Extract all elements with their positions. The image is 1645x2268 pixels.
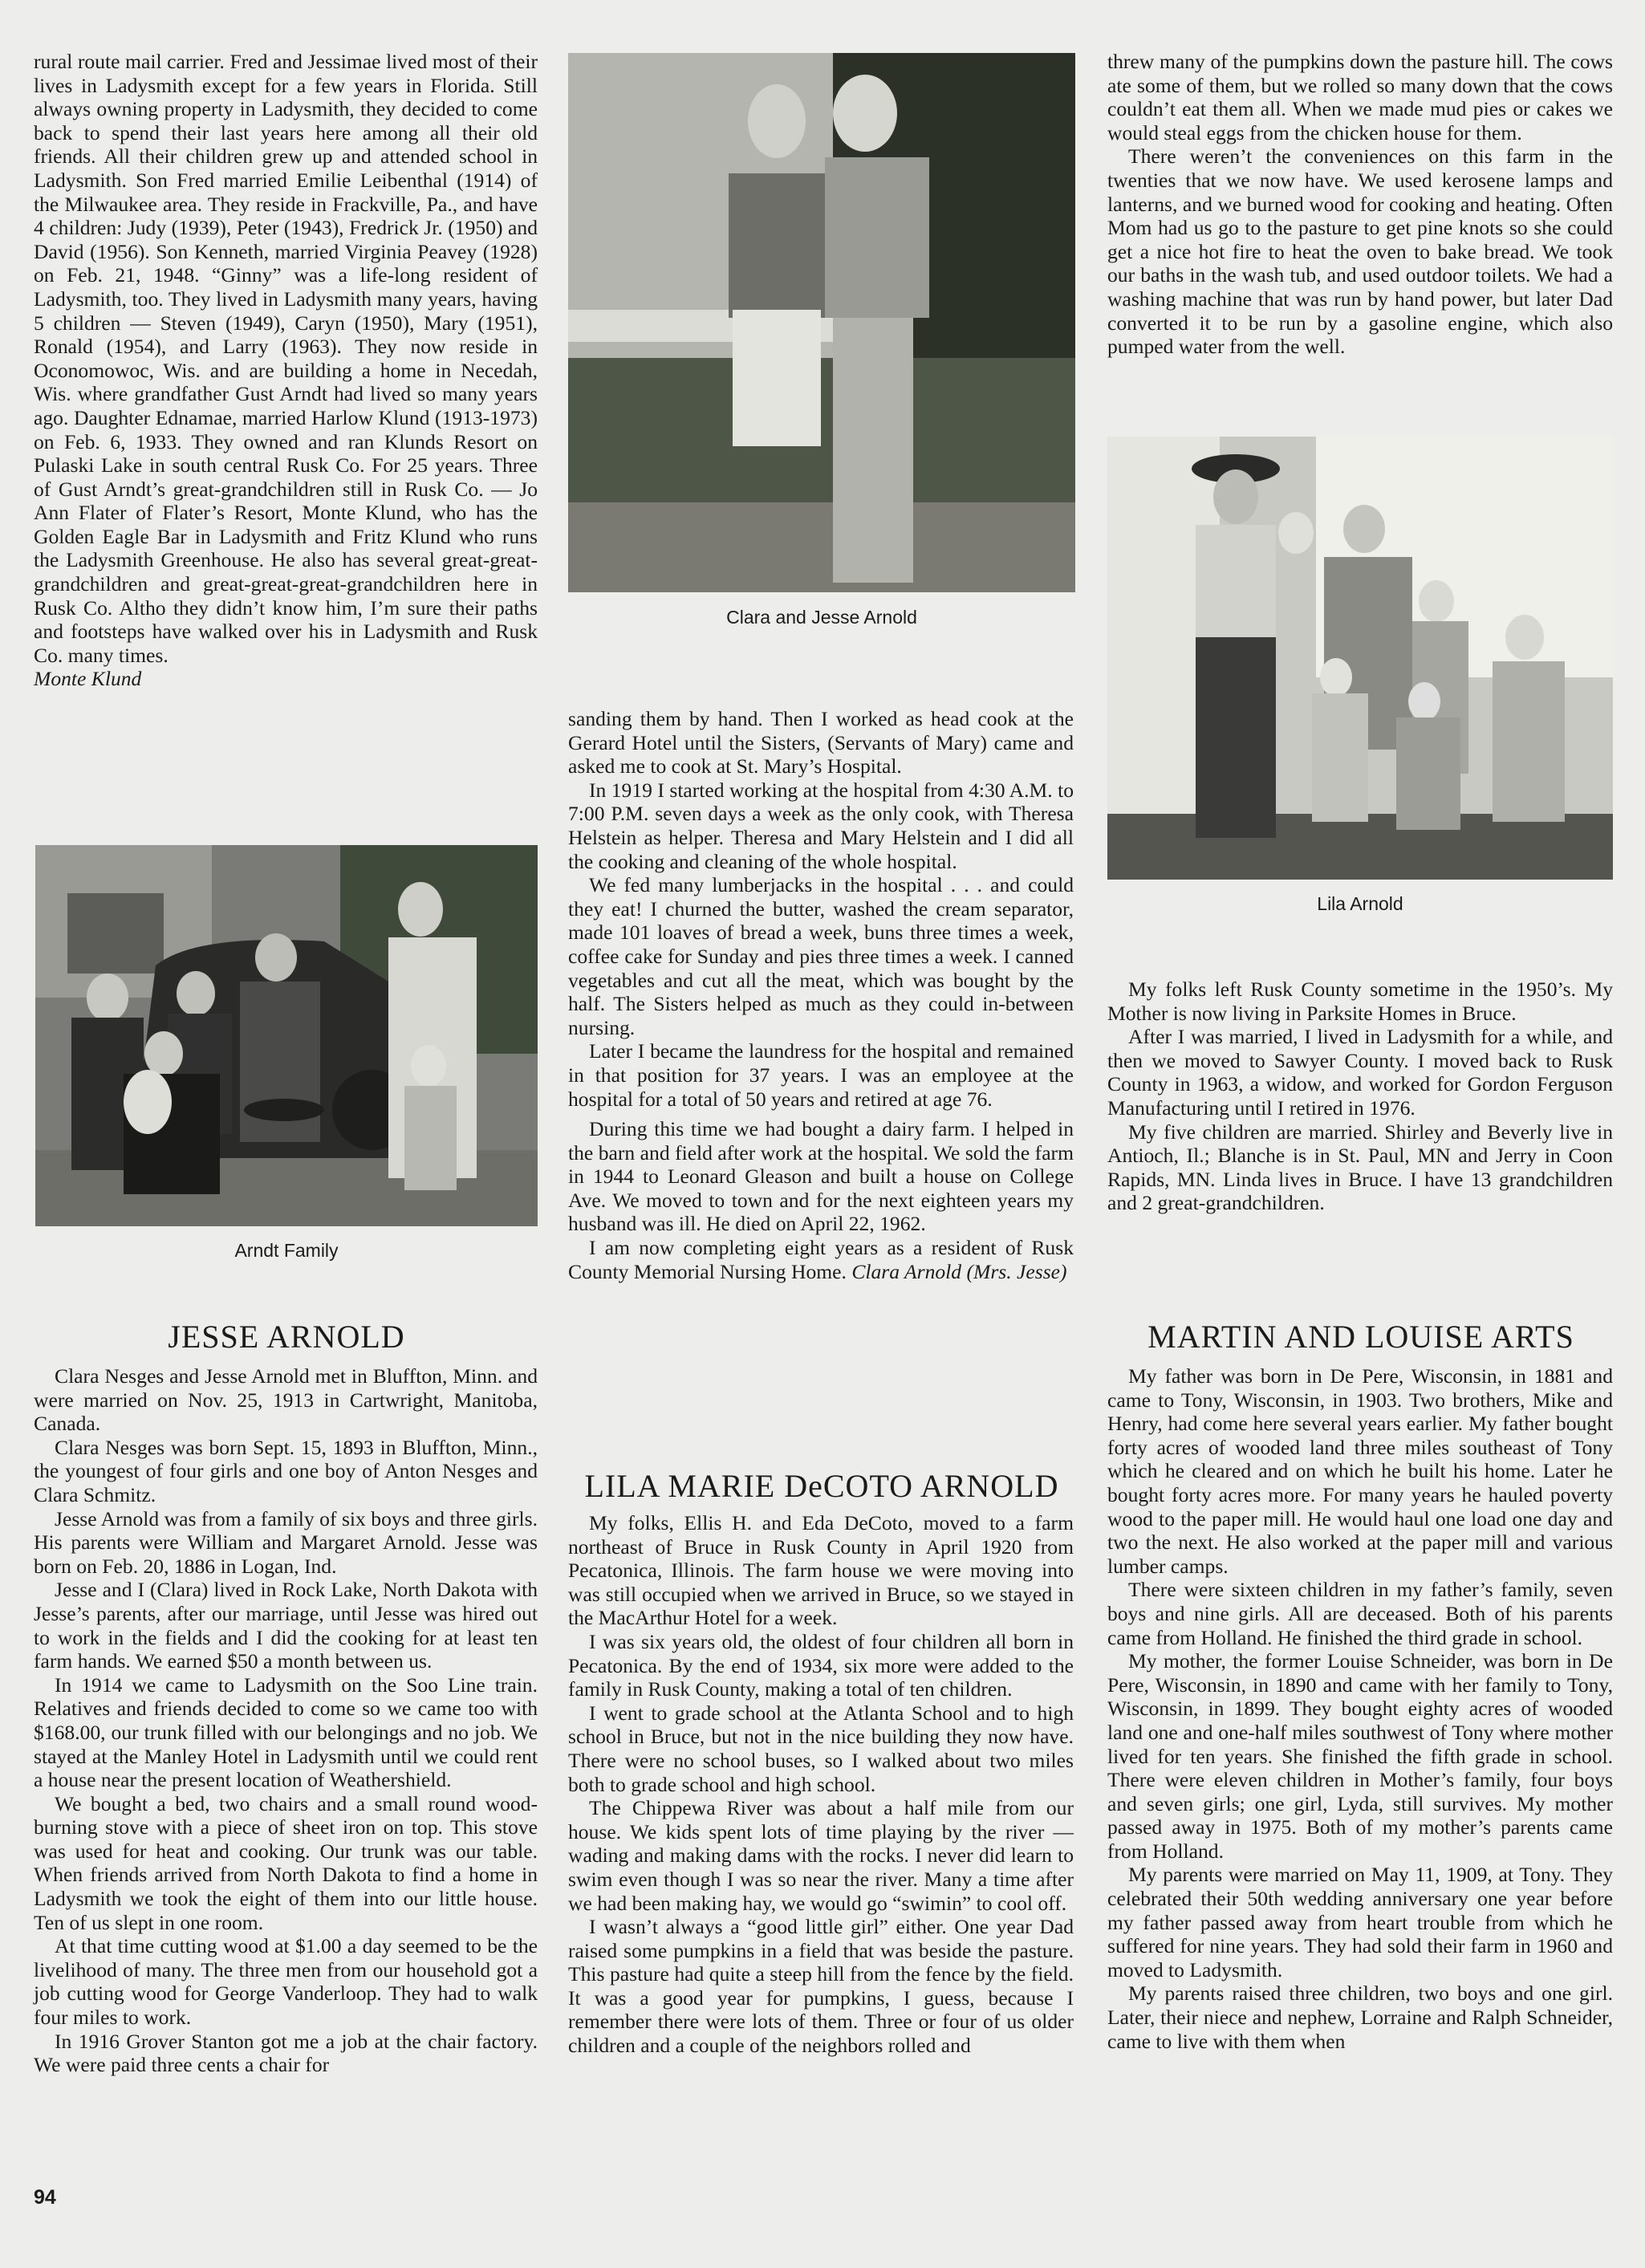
heading-lila-arnold: LILA MARIE DeCOTO ARNOLD [584,1468,1059,1504]
heading-martin-louise-arts: MARTIN AND LOUISE ARTS [1147,1319,1574,1355]
paragraph: Later I became the laundress for the hospital and remained in that position for 37 years. I was an employee at the hospital for a total of 50 years and retired at age 76. [568,1039,1074,1111]
lila-arnold-col3 [1107,50,1613,416]
jesse-arnold-col1 [34,1364,538,2077]
arndt-family-photo [35,845,538,1226]
paragraph: My parents were married on May 11, 1909, at Tony. They celebrated their 50th wedding anniversary one year before my father passed away from heart trouble from which he suffered for nine years. They had sold their farm in 1960 and moved to Ladysmith. [1107,1863,1613,1981]
paragraph: My mother, the former Louise Schneider, was born in De Pere, Wisconsin, in 1890 and came with her family to Tony, Wisconsin, in 1899. They bought eighty acres of wooded land one and one-half miles southwest of Tony where mother lived for ten years. She finished the fifth grade in school. There were eleven children in Mother’s family, four boys and seven girls; one girl, Lyda, still survives. My mother passed away in 1975. Both of my mother’s parents came from Holland. [1107,1649,1613,1863]
paragraph: We bought a bed, two chairs and a small round wood-burning stove with a piece of sheet iron on top. This stove was used for heat and cooking. Our trunk was our table. When friends arrived from North Dakota to find a home in Ladysmith we took the eight of them into our little house. Ten of us slept in one room. [34,1791,538,1934]
page-number: 94 [34,2186,56,2209]
paragraph: My father was born in De Pere, Wisconsin, in 1881 and came to Tony, Wisconsin, in 1903. Two brothers, Mike and Henry, had come here several years earlier. My father bought forty acres of wooded land three miles southeast of Tony which he cleared and on which he built his home. Later he bought forty acres more. For many years he hauled poverty wood to the paper mill. He would haul one load one day and two the next. He also worked at the paper mill and various lumber camps. [1107,1364,1613,1578]
paragraph: Jesse Arnold was from a family of six boys and three girls. His parents were William and Margaret Arnold. Jesse was born on Feb. 20, 1886 in Logan, Ind. [34,1506,538,1578]
paragraph: We fed many lumberjacks in the hospital . . . and could they eat! I churned the butter, washed the cream separator, made 101 loaves of bread a week, buns three times a week, coffee cake for Sunday and pies three times a week. I canned vegetables and cut all the meat, which was bought by the half. The Sisters helped as much as they could in-between nursing. [568,873,1074,1039]
paragraph: During this time we had bought a dairy farm. I helped in the barn and field after work at the hospital. We sold the farm in 1944 to Leonard Gleason and built a house on College Ave. We moved to town and for the next eighteen years my husband was ill. He died on April 22, 1962. [568,1117,1074,1236]
caption-arndt-family: Arndt Family [234,1240,339,1261]
paragraph: My folks left Rusk County sometime in the 1950’s. My Mother is now living in Parksite Homes in Bruce. [1107,978,1613,1025]
paragraph: There were sixteen children in my father’s family, seven boys and nine girls. All are deceased. Both of his parents came from Holland. He finished the third grade in school. [1107,1578,1613,1649]
caption-lila-arnold: Lila Arnold [1317,893,1403,914]
caption-clara-jesse: Clara and Jesse Arnold [726,607,917,628]
paragraph: In 1916 Grover Stanton got me a job at the chair factory. We were paid three cents a chair for [34,2029,538,2077]
paragraph: threw many of the pumpkins down the pasture hill. The cows ate some of them, but we rolled so many down that the cows couldn’t eat them all. When we made mud pies or cakes we would steal eggs from the chicken house for them. [1107,50,1613,144]
paragraph: I wasn’t always a “good little girl” either. One year Dad raised some pumpkins in a field that was beside the pasture. This pasture had quite a steep hill from the fence by the field. It was a good year for pumpkins, I guess, because I remember there were lots of them. Three or four of us older children and a couple of the neighbors rolled and [568,1915,1074,2058]
clara-jesse-photo [568,53,1075,592]
lila-arnold-col2 [568,1511,1074,2058]
paragraph: rural route mail carrier. Fred and Jessimae lived most of their lives in Ladysmith except for a few years in Florida. Still always owning property in Ladysmith, they decided to come back to spend their last years here among all their old friends. All their children grew up and attended school in Ladysmith. Son Fred married Emilie Leibenthal (1914) of the Milwaukee area. They reside in Frackville, Pa., and have 4 children: Judy (1939), Peter (1943), Fredrick Jr. (1950) and David (1956). Son Kenneth, married Virginia Peavey (1928) on Feb. 21, 1948. “Ginny” was a life-long resident of Ladysmith, too. They lived in Ladysmith many years, having 5 children — Steven (1949), Caryn (1950), Mary (1951), Ronald (1954), and Larry (1963). They now reside in Oconomowoc, Wis. and are building a home in Necedah, Wis. where grandfather Gust Arndt had lived so many years ago. Daughter Ednamae, married Harlow Klund (1913-1973) on Feb. 6, 1933. They owned and ran Klunds Resort on Pulaski Lake in south central Rusk Co. For 25 years. Three of Gust Arndt’s great-grandchildren still in Rusk Co. — Jo Ann Flater of Flater’s Resort, Monte Klund, who has the Golden Eagle Bar in Ladysmith and Fritz Klund who runs the Ladysmith Greenhouse. He also has several great-great-grandchildren and great-great-great-grandchildren here in Rusk Co. Altho they didn’t know him, I’m sure their paths and footsteps have walked over his in Ladysmith and Rusk Co. many times. [34,50,538,667]
paragraph: I was six years old, the oldest of four children all born in Pecatonica. By the end of 1934, six more were added to the family in Rusk County, making a total of ten children. [568,1629,1074,1701]
paragraph: In 1919 I started working at the hospital from 4:30 A.M. to 7:00 P.M. seven days a week as the only cook, with Theresa Helstein as helper. Theresa and Mary Helstein and I did all the cooking and cleaning of the whole hospital. [568,778,1074,873]
lila-arnold-col3-after [1107,978,1613,1215]
paragraph: sanding them by hand. Then I worked as head cook at the Gerard Hotel until the Sisters, (Servants of Mary) came and asked me to cook at St. Mary’s Hospital. [568,707,1074,778]
arts-col3 [1107,1364,1613,2053]
paragraph: Clara Nesges and Jesse Arnold met in Bluffton, Minn. and were married on Nov. 25, 1913 in Cartwright, Manitoba, Canada. [34,1364,538,1436]
heading-jesse-arnold: JESSE ARNOLD [168,1319,405,1355]
col1-top-text [34,50,538,691]
jesse-arnold-col2 [568,707,1074,1283]
paragraph: Jesse and I (Clara) lived in Rock Lake, North Dakota with Jesse’s parents, after our marriage, until Jesse was hired out to work in the fields and I did the cooking for at least ten farm hands. We earned $50 a month between us. [34,1578,538,1673]
lila-arnold-photo [1107,437,1613,880]
paragraph [568,1236,1074,1283]
paragraph: There weren’t the conveniences on this farm in the twenties that we now have. We used kerosene lamps and lanterns, and we burned wood for cooking and heating. Often Mom had us go to the pasture to get pine knots so she could get a nice hot fire to heat the oven to bake bread. We took our baths in the wash tub, and used outdoor toilets. We had a washing machine that was run by hand power, but later Dad converted it to be run by a gasoline engine, which also pumped water from the well. [1107,144,1613,359]
paragraph: After I was married, I lived in Ladysmith for a while, and then we moved to Sawyer County. I moved back to Rusk County in 1963, a widow, and worked for Gordon Ferguson Manufacturing until I retired in 1976. [1107,1025,1613,1120]
signature: Clara Arnold (Mrs. Jesse) [851,1259,1067,1283]
paragraph: My five children are married. Shirley and Beverly live in Antioch, Il.; Blanche is in St. Paul, MN and Jerry in Coon Rapids, MN. Linda lives in Bruce. I have 13 grandchildren and 2 great-grandchildren. [1107,1120,1613,1215]
paragraph: My parents raised three children, two boys and one girl. Later, their niece and nephew, Lorraine and Ralph Schneider, came to live with them when [1107,1981,1613,2053]
paragraph: The Chippewa River was about a half mile from our house. We kids spent lots of time playing by the river — wading and making dams with the rocks. I never did learn to swim even though I was so near the river. Many a time after we had been making hay, we would go “swimin” to cool off. [568,1796,1074,1915]
paragraph: At that time cutting wood at $1.00 a day seemed to be the livelihood of many. The three men from our household got a job cutting wood for George Vanderloop. They had to walk four miles to work. [34,1934,538,2030]
paragraph-text: I am now completing eight years as a resident of Rusk County Memorial Nursing Home. [568,1236,1074,1283]
paragraph: Clara Nesges was born Sept. 15, 1893 in Bluffton, Minn., the youngest of four girls and one boy of Anton Nesges and Clara Schmitz. [34,1435,538,1506]
paragraph: My folks, Ellis H. and Eda DeCoto, moved to a farm northeast of Bruce in Rusk County in April 1920 from Pecatonica, Illinois. The farm house we were moving into was still occupied when we arrived in Bruce, so we stayed in the MacArthur Hotel for a week. [568,1511,1074,1630]
paragraph: I went to grade school at the Atlanta School and to high school in Bruce, but not in the nice building they now have. There were no school buses, so I walked about two miles both to grade school and high school. [568,1701,1074,1796]
paragraph: In 1914 we came to Ladysmith on the Soo Line train. Relatives and friends decided to come so we came too with $168.00, our trunk filled with our belongings and no job. We stayed at the Manley Hotel in Ladysmith until we could rent a house near the present location of Weathershield. [34,1673,538,1792]
signature: Monte Klund [34,667,142,691]
